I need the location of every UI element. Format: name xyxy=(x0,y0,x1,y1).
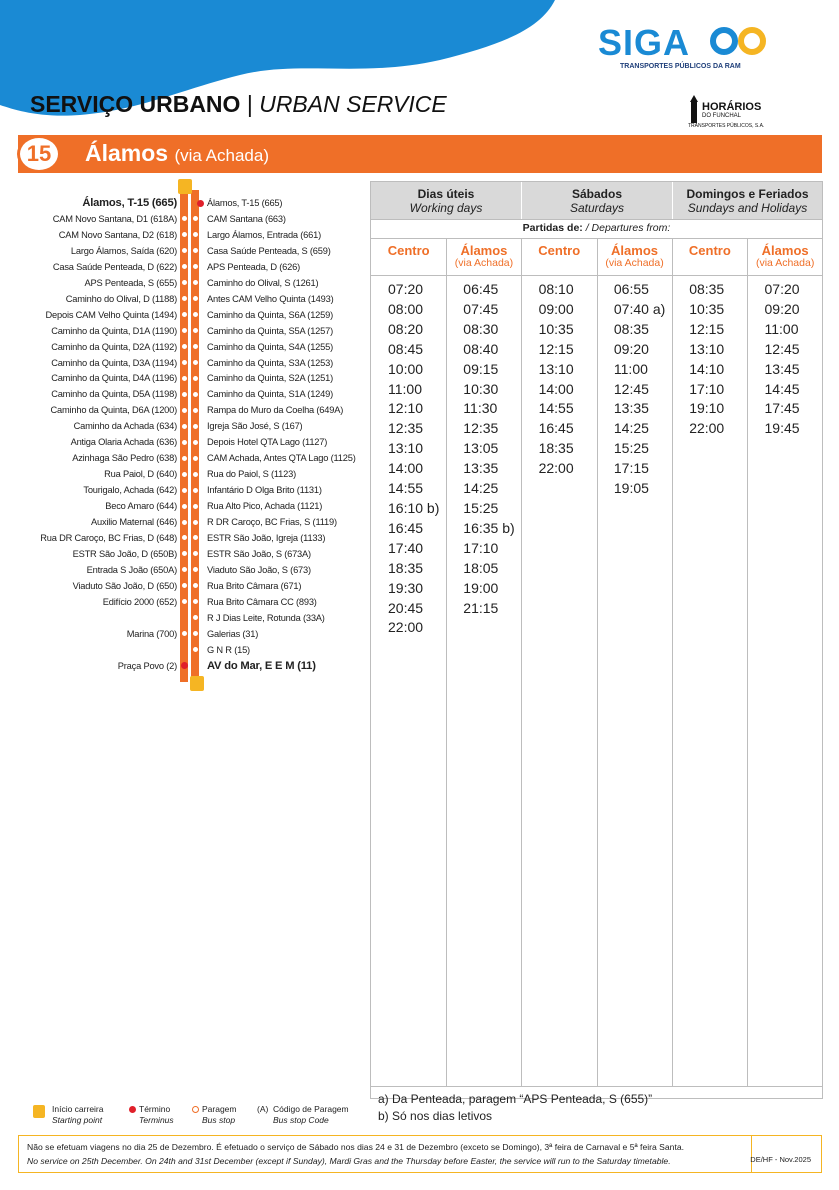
stop-right-22: ESTR São João, S (673A) xyxy=(207,548,311,559)
stop-dot xyxy=(192,359,199,366)
stop-right-20: R DR Caroço, BC Frias, S (1119) xyxy=(207,517,337,527)
departure-time: 13:35 xyxy=(463,460,499,477)
stop-right-19: Rua Alto Pico, Achada (1121) xyxy=(207,501,323,512)
departure-time: 22:00 xyxy=(538,460,574,477)
stop-dot xyxy=(192,439,199,446)
stop-dot xyxy=(192,407,199,414)
stop-left-25: Edifício 2000 (652) xyxy=(102,596,177,607)
header-sundays: Domingos e Feriados Sundays and Holidays xyxy=(673,182,822,219)
stop-right-21: ESTR São João, Igreja (1133) xyxy=(207,532,326,543)
bus-stop-icon xyxy=(192,1106,199,1113)
departure-time: 17:45 xyxy=(764,400,800,417)
stop-left-6: Caminho do Olival, D (1188) xyxy=(65,293,177,304)
times-column-1 xyxy=(463,280,514,618)
departure-time: 13:10 xyxy=(689,340,725,357)
departure-time: 11:00 xyxy=(764,320,799,337)
subheader-2: Centro xyxy=(538,243,581,258)
stop-dot xyxy=(181,391,188,398)
terminus-dot xyxy=(181,662,188,669)
departures-label: Partidas de: / Departures from: xyxy=(522,222,671,234)
header-working-days: Dias úteis Working days xyxy=(371,182,521,219)
departure-time: 13:10 xyxy=(388,440,424,457)
stop-right-1: CAM Santana (663) xyxy=(207,213,286,224)
departure-time: 17:40 xyxy=(388,539,424,556)
departure-time: 14:55 xyxy=(538,400,574,417)
subheader-5: Álamos (via Achada) xyxy=(755,243,815,269)
departure-time: 18:35 xyxy=(388,559,424,576)
departure-time: 08:35 xyxy=(613,320,649,337)
stop-dot xyxy=(192,343,199,350)
departure-time: 16:35 b) xyxy=(463,519,515,536)
stop-right-10: Caminho da Quinta, S3A (1253) xyxy=(207,357,333,368)
stop-dot xyxy=(181,263,188,270)
stop-dot xyxy=(181,455,188,462)
departure-time: 06:45 xyxy=(463,281,499,297)
stop-right-28: G N R (15) xyxy=(207,644,250,655)
departure-time: 08:45 xyxy=(388,340,424,357)
stop-dot xyxy=(181,215,188,222)
stop-dot xyxy=(192,295,199,302)
stop-right-2: Largo Álamos, Entrada (661) xyxy=(207,229,321,240)
stop-left-12: Caminho da Quinta, D5A (1198) xyxy=(51,389,177,400)
times-column-2 xyxy=(539,280,574,479)
departure-time: 11:30 xyxy=(463,400,498,417)
horarios-logo: HORÁRIOS DO FUNCHAL TRANSPORTES PÚBLICOS, S.A. xyxy=(688,95,778,131)
times-column-0 xyxy=(388,280,439,638)
stop-dot xyxy=(181,471,188,478)
departure-time: 20:45 xyxy=(388,599,424,616)
stop-dot xyxy=(192,487,199,494)
stop-right-4: APS Penteada, D (626) xyxy=(207,261,300,272)
stop-right-24: Rua Brito Câmara (671) xyxy=(207,580,302,591)
departure-time: 12:10 xyxy=(388,400,424,417)
times-column-5 xyxy=(765,280,800,439)
departure-time: 14:00 xyxy=(388,460,424,477)
stop-dot xyxy=(181,375,188,382)
stop-dot xyxy=(192,311,199,318)
stop-dot xyxy=(192,630,199,637)
siga-rings-icon xyxy=(708,26,770,56)
stop-right-12: Caminho da Quinta, S1A (1249) xyxy=(207,389,333,400)
departure-time: 07:40 a) xyxy=(613,300,666,317)
start-bus-icon xyxy=(178,179,192,194)
stop-dot xyxy=(181,359,188,366)
stop-dot xyxy=(192,375,199,382)
stop-left-11: Caminho da Quinta, D4A (1196) xyxy=(51,373,177,384)
departure-time: 12:15 xyxy=(538,340,574,357)
stop-left-17: Rua Paiol, D (640) xyxy=(104,469,177,480)
stop-right-3: Casa Saúde Penteada, S (659) xyxy=(207,245,331,256)
departure-time: 07:20 xyxy=(764,281,800,297)
stop-dot xyxy=(192,231,199,238)
departure-time: 14:45 xyxy=(764,380,800,397)
stop-dot xyxy=(181,550,188,557)
stop-left-0: Álamos, T-15 (665) xyxy=(82,197,177,209)
stop-dot xyxy=(181,582,188,589)
stop-dot xyxy=(192,263,199,270)
stop-dot xyxy=(192,455,199,462)
notes xyxy=(378,1091,652,1125)
departure-time: 11:00 xyxy=(388,380,422,397)
stop-left-15: Antiga Olaria Achada (636) xyxy=(70,437,177,448)
legend-start: Início carreira Starting point xyxy=(52,1104,104,1125)
note-a: a) Da Penteada, paragem “APS Penteada, S (655)” xyxy=(378,1092,653,1106)
stop-right-23: Viaduto São João, S (673) xyxy=(207,564,311,575)
stop-right-5: Caminho do Olival, S (1261) xyxy=(207,277,319,288)
departure-time: 12:45 xyxy=(613,380,649,397)
stop-dot xyxy=(192,519,199,526)
departure-time: 10:35 xyxy=(538,320,574,337)
stop-right-15: Depois Hotel QTA Lago (1127) xyxy=(207,437,328,448)
departure-time: 21:15 xyxy=(463,599,499,616)
footer xyxy=(18,1135,822,1173)
departure-time: 19:00 xyxy=(463,579,499,596)
stop-dot xyxy=(181,423,188,430)
end-bus-icon xyxy=(190,676,204,691)
stop-right-26: R J Dias Leite, Rotunda (33A) xyxy=(207,612,325,623)
stop-dot xyxy=(192,391,199,398)
stop-left-10: Caminho da Quinta, D3A (1194) xyxy=(51,357,177,368)
times-column-3 xyxy=(614,280,665,499)
stop-dot xyxy=(192,279,199,286)
route-name: Álamos (via Achada) xyxy=(85,140,269,166)
legend-stop: Paragem Bus stop xyxy=(202,1104,237,1125)
stop-dot xyxy=(192,550,199,557)
footer-pt: Não se efetuam viagens no dia 25 de Dezembro. É efetuado o serviço de Sábado nos dias 24 e 31 de Dezembro (exceto se Domingo), 3ª feira de Carnaval e 5ª feira Santa. xyxy=(27,1142,685,1152)
departure-time: 10:35 xyxy=(689,300,725,317)
terminus-dot xyxy=(197,200,204,207)
stop-right-18: Infantário D Olga Brito (1131) xyxy=(207,485,322,496)
stop-dot xyxy=(181,327,188,334)
stop-left-13: Caminho da Quinta, D6A (1200) xyxy=(50,405,177,416)
stop-left-2: CAM Novo Santana, D2 (618) xyxy=(58,229,177,240)
subheader-0: Centro xyxy=(387,243,430,258)
stop-dot xyxy=(192,503,199,510)
stop-dot xyxy=(192,423,199,430)
departure-time: 12:35 xyxy=(388,420,424,437)
subheader-1: Álamos (via Achada) xyxy=(454,243,514,269)
departure-time: 13:45 xyxy=(764,360,800,377)
departure-time: 14:10 xyxy=(689,360,725,377)
stop-right-9: Caminho da Quinta, S4A (1255) xyxy=(207,341,333,352)
departure-time: 18:35 xyxy=(538,440,574,457)
stop-dot xyxy=(181,279,188,286)
departure-time: 15:25 xyxy=(613,440,649,457)
stop-dot xyxy=(181,247,188,254)
stop-right-27: Galerias (31) xyxy=(207,628,259,639)
departure-time: 09:20 xyxy=(613,340,649,357)
departure-time: 19:10 xyxy=(689,400,725,417)
departure-time: 16:45 xyxy=(538,420,574,437)
stop-dot xyxy=(192,614,199,621)
stop-left-1: CAM Novo Santana, D1 (618A) xyxy=(52,213,177,224)
stop-dot xyxy=(192,247,199,254)
stop-dot xyxy=(192,534,199,541)
departure-time: 07:45 xyxy=(463,300,499,317)
departure-time: 16:10 b) xyxy=(388,499,440,516)
stop-dot xyxy=(181,598,188,605)
stop-dot xyxy=(192,598,199,605)
stop-dot xyxy=(192,566,199,573)
stop-left-23: Entrada S João (650A) xyxy=(86,564,177,575)
terminus-icon xyxy=(129,1106,136,1113)
tower-icon xyxy=(688,95,700,123)
stop-dot xyxy=(192,582,199,589)
stop-dot xyxy=(192,215,199,222)
departure-time: 14:25 xyxy=(613,420,649,437)
stop-left-18: Tourigalo, Achada (642) xyxy=(83,485,177,496)
stop-left-4: Casa Saúde Penteada, D (622) xyxy=(52,261,177,272)
siga-logo xyxy=(598,22,778,72)
departure-time: 13:10 xyxy=(538,360,574,377)
stop-left-8: Caminho da Quinta, D1A (1190) xyxy=(51,325,177,336)
departure-time: 22:00 xyxy=(689,420,725,437)
departure-time: 17:10 xyxy=(463,539,499,556)
departure-time: 15:25 xyxy=(463,499,499,516)
departure-time: 12:15 xyxy=(689,320,725,337)
departure-time: 22:00 xyxy=(388,619,424,636)
footer-en: No service on 25th December. On 24th and 31st December (except if Sunday), Mardi Gras and the Thursday before Easter, the service will run to the Saturday timetable. xyxy=(27,1156,671,1166)
departure-time: 07:20 xyxy=(388,281,424,297)
stop-left-9: Caminho da Quinta, D2A (1192) xyxy=(51,341,177,352)
page-title: SERVIÇO URBANO | URBAN SERVICE xyxy=(30,91,447,117)
departure-time: 14:25 xyxy=(463,480,499,497)
departure-time: 19:05 xyxy=(613,480,649,497)
header-saturdays: Sábados Saturdays xyxy=(522,182,672,219)
stop-dot xyxy=(181,519,188,526)
stop-left-7: Depois CAM Velho Quinta (1494) xyxy=(45,309,177,320)
departure-time: 09:15 xyxy=(463,360,499,377)
departure-time: 10:30 xyxy=(463,380,499,397)
stop-left-20: Auxilio Maternal (646) xyxy=(90,517,177,527)
legend-code-key: (A) xyxy=(257,1104,269,1114)
departure-time: 12:35 xyxy=(463,420,499,437)
stop-dot xyxy=(181,295,188,302)
stop-right-14: Igreja São José, S (167) xyxy=(207,421,303,432)
legend-code: Código de Paragem Bus stop Code xyxy=(273,1104,349,1125)
departure-time: 08:00 xyxy=(388,300,424,317)
departure-time: 09:20 xyxy=(764,300,800,317)
note-b: b) Só nos dias letivos xyxy=(378,1109,493,1123)
departure-time: 08:35 xyxy=(689,281,725,297)
departure-time: 18:05 xyxy=(463,559,499,576)
siga-wordmark: SIGA xyxy=(598,22,691,63)
stop-dot xyxy=(181,630,188,637)
stop-left-3: Largo Álamos, Saída (620) xyxy=(70,245,177,256)
stop-dot xyxy=(192,327,199,334)
stop-dot xyxy=(181,566,188,573)
departure-time: 16:45 xyxy=(388,519,424,536)
subheader-3: Álamos (via Achada) xyxy=(605,243,664,269)
stop-dot xyxy=(181,487,188,494)
stop-dot xyxy=(181,407,188,414)
timetable xyxy=(370,181,823,1099)
stop-right-11: Caminho da Quinta, S2A (1251) xyxy=(207,373,333,384)
bus-icon xyxy=(33,1105,45,1118)
stop-left-21: Rua DR Caroço, BC Frias, D (648) xyxy=(40,532,177,543)
stop-right-29: AV do Mar, E E M (11) xyxy=(207,659,316,672)
stop-left-29: Praça Povo (2) xyxy=(117,660,177,671)
siga-subtitle: TRANSPORTES PÚBLICOS DA RAM xyxy=(620,63,741,70)
stop-right-0: Álamos, T-15 (665) xyxy=(207,198,283,208)
departure-time: 14:00 xyxy=(538,380,574,397)
departure-time: 08:40 xyxy=(463,340,499,357)
departure-time: 17:10 xyxy=(689,380,725,397)
stop-dot xyxy=(181,231,188,238)
stop-right-16: CAM Achada, Antes QTA Lago (1125) xyxy=(207,453,356,464)
route-number: 15 xyxy=(17,135,61,173)
stop-right-8: Caminho da Quinta, S5A (1257) xyxy=(207,325,333,336)
departure-time: 19:30 xyxy=(388,579,424,596)
stop-left-27: Marina (700) xyxy=(126,628,177,639)
departure-time: 11:00 xyxy=(613,360,648,377)
stop-left-5: APS Penteada, S (655) xyxy=(84,277,177,288)
stop-left-19: Beco Amaro (644) xyxy=(105,501,177,512)
departure-time: 13:35 xyxy=(613,400,649,417)
stop-dot xyxy=(181,439,188,446)
departure-time: 09:00 xyxy=(538,300,574,317)
stop-right-25: Rua Brito Câmara CC (893) xyxy=(207,596,317,607)
stop-dot xyxy=(181,534,188,541)
departure-time: 17:15 xyxy=(613,460,649,477)
stop-dot xyxy=(192,471,199,478)
departure-time: 08:10 xyxy=(538,281,574,297)
departure-time: 14:55 xyxy=(388,480,424,497)
stop-right-17: Rua do Paiol, S (1123) xyxy=(207,469,296,480)
footer-code: DE/HF - Nov.2025 xyxy=(750,1155,811,1164)
legend-terminus: Término Terminus xyxy=(139,1104,174,1125)
subheader-4: Centro xyxy=(688,243,731,258)
stop-dot xyxy=(181,503,188,510)
departure-time: 06:55 xyxy=(613,281,649,297)
stop-dot xyxy=(181,343,188,350)
stop-right-6: Antes CAM Velho Quinta (1493) xyxy=(207,293,334,304)
departure-time: 12:45 xyxy=(764,340,800,357)
stop-left-22: ESTR São João, D (650B) xyxy=(72,548,177,559)
departure-time: 13:05 xyxy=(463,440,499,457)
stop-left-14: Caminho da Achada (634) xyxy=(73,421,177,432)
stop-right-7: Caminho da Quinta, S6A (1259) xyxy=(207,309,333,320)
stop-dot xyxy=(181,311,188,318)
stop-left-16: Azinhaga São Pedro (638) xyxy=(72,453,177,464)
stop-left-24: Viaduto São João, D (650) xyxy=(72,580,177,591)
stop-right-13: Rampa do Muro da Coelha (649A) xyxy=(207,405,344,416)
departure-time: 10:00 xyxy=(388,360,424,377)
departure-time: 08:20 xyxy=(388,320,424,337)
departure-time: 08:30 xyxy=(463,320,499,337)
times-column-4 xyxy=(689,280,724,439)
stop-dot xyxy=(192,646,199,653)
departure-time: 19:45 xyxy=(764,420,800,437)
